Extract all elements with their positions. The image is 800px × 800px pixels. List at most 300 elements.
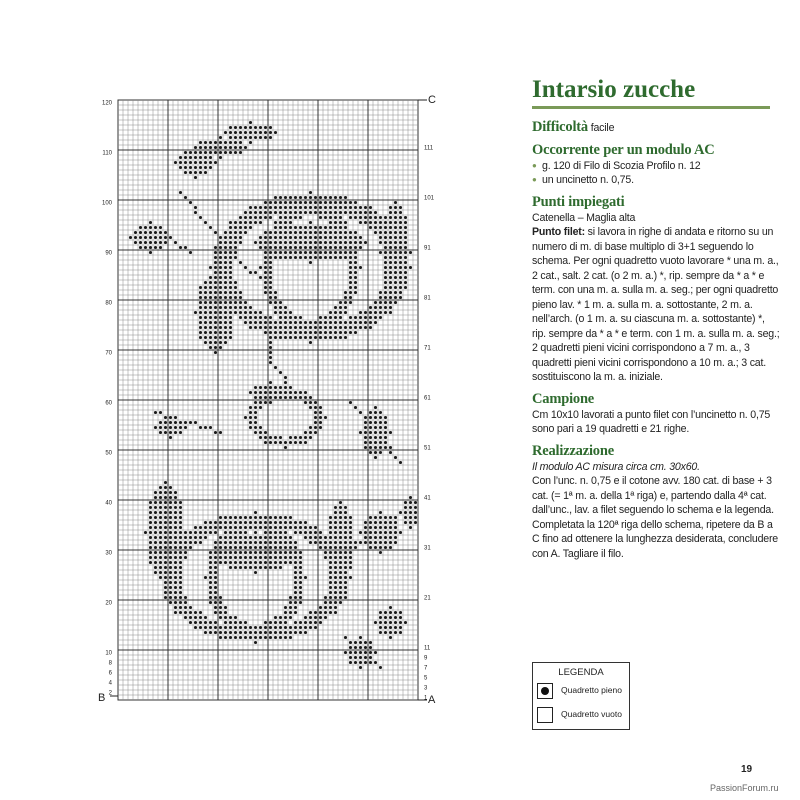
- filled-square-dot: [234, 256, 237, 259]
- filled-square-dot: [294, 571, 297, 574]
- filled-square-dot: [369, 656, 372, 659]
- filled-square-dot: [294, 246, 297, 249]
- filled-square-dot: [254, 136, 257, 139]
- filled-square-dot: [334, 596, 337, 599]
- filled-square-dot: [194, 146, 197, 149]
- filled-square-dot: [279, 326, 282, 329]
- filled-square-dot: [274, 336, 277, 339]
- row-label-left: 110: [102, 150, 112, 157]
- filled-square-dot: [319, 531, 322, 534]
- filled-square-dot: [304, 331, 307, 334]
- row-label-left: 8: [108, 660, 112, 667]
- filled-square-dot: [399, 271, 402, 274]
- filled-square-dot: [139, 246, 142, 249]
- filled-square-dot: [334, 556, 337, 559]
- filled-square-dot: [279, 216, 282, 219]
- filled-square-dot: [204, 341, 207, 344]
- filled-square-dot: [299, 586, 302, 589]
- filled-square-dot: [369, 516, 372, 519]
- filled-square-dot: [164, 561, 167, 564]
- filled-square-dot: [364, 646, 367, 649]
- filled-square-dot: [384, 621, 387, 624]
- filled-square-dot: [199, 146, 202, 149]
- filled-square-dot: [234, 541, 237, 544]
- filled-square-dot: [339, 241, 342, 244]
- filled-square-dot: [344, 556, 347, 559]
- filled-square-dot: [224, 336, 227, 339]
- filled-square-dot: [149, 556, 152, 559]
- filled-square-dot: [399, 236, 402, 239]
- filled-square-dot: [369, 316, 372, 319]
- filled-square-dot: [304, 396, 307, 399]
- filled-square-dot: [319, 256, 322, 259]
- filled-square-dot: [189, 251, 192, 254]
- filled-square-dot: [209, 601, 212, 604]
- filled-square-dot: [354, 241, 357, 244]
- filled-square-dot: [314, 536, 317, 539]
- row-label-left: 10: [105, 650, 112, 657]
- filled-square-dot: [219, 346, 222, 349]
- filled-square-dot: [294, 201, 297, 204]
- filled-square-dot: [164, 556, 167, 559]
- filled-square-dot: [269, 361, 272, 364]
- filled-square-dot: [244, 301, 247, 304]
- filled-square-dot: [314, 206, 317, 209]
- filled-square-dot: [199, 316, 202, 319]
- filled-square-dot: [259, 206, 262, 209]
- filled-square-dot: [199, 151, 202, 154]
- filled-square-dot: [379, 301, 382, 304]
- filled-square-dot: [174, 586, 177, 589]
- filled-square-dot: [284, 546, 287, 549]
- filled-square-dot: [374, 306, 377, 309]
- filled-square-dot: [334, 256, 337, 259]
- filled-square-dot: [179, 591, 182, 594]
- filled-square-dot: [299, 251, 302, 254]
- filled-square-dot: [209, 156, 212, 159]
- filled-square-dot: [329, 586, 332, 589]
- filled-square-dot: [219, 626, 222, 629]
- filled-square-dot: [219, 301, 222, 304]
- filled-square-dot: [264, 126, 267, 129]
- filled-square-dot: [239, 536, 242, 539]
- filled-square-dot: [194, 626, 197, 629]
- filled-square-dot: [159, 561, 162, 564]
- filled-square-dot: [374, 621, 377, 624]
- filled-square-dot: [239, 261, 242, 264]
- filled-square-dot: [344, 246, 347, 249]
- filled-square-dot: [269, 256, 272, 259]
- filled-square-dot: [159, 506, 162, 509]
- filled-square-dot: [299, 196, 302, 199]
- filled-square-dot: [199, 611, 202, 614]
- filled-square-dot: [234, 626, 237, 629]
- filled-square-dot: [224, 536, 227, 539]
- filled-square-dot: [294, 591, 297, 594]
- filled-square-dot: [299, 531, 302, 534]
- filled-square-dot: [384, 281, 387, 284]
- filled-square-dot: [249, 206, 252, 209]
- filled-square-dot: [344, 521, 347, 524]
- filled-square-dot: [204, 316, 207, 319]
- filled-square-dot: [269, 301, 272, 304]
- filled-square-dot: [219, 561, 222, 564]
- filled-square-dot: [234, 136, 237, 139]
- filled-square-dot: [214, 276, 217, 279]
- filled-square-dot: [249, 516, 252, 519]
- filled-square-dot: [224, 306, 227, 309]
- watermark: PassionForum.ru: [710, 783, 779, 793]
- filled-square-dot: [389, 526, 392, 529]
- corner-label-c: C: [428, 94, 436, 106]
- filled-square-dot: [369, 651, 372, 654]
- filled-square-dot: [324, 231, 327, 234]
- filled-square-dot: [234, 621, 237, 624]
- filled-square-dot: [159, 421, 162, 424]
- filled-square-dot: [324, 606, 327, 609]
- filled-square-dot: [349, 551, 352, 554]
- filled-square-dot: [284, 231, 287, 234]
- filled-square-dot: [399, 286, 402, 289]
- filled-square-dot: [279, 336, 282, 339]
- filled-square-dot: [314, 401, 317, 404]
- filled-square-dot: [274, 326, 277, 329]
- filled-square-dot: [179, 556, 182, 559]
- filled-square-dot: [164, 531, 167, 534]
- filled-square-dot: [279, 436, 282, 439]
- filled-square-dot: [369, 436, 372, 439]
- filled-square-dot: [144, 236, 147, 239]
- filled-square-dot: [209, 331, 212, 334]
- filled-square-dot: [389, 516, 392, 519]
- filled-square-dot: [209, 581, 212, 584]
- filled-square-dot: [284, 446, 287, 449]
- filled-square-dot: [214, 571, 217, 574]
- filled-square-dot: [369, 451, 372, 454]
- filled-square-dot: [239, 306, 242, 309]
- filled-square-dot: [224, 276, 227, 279]
- filled-square-dot: [404, 221, 407, 224]
- filled-square-dot: [194, 616, 197, 619]
- filled-square-dot: [349, 291, 352, 294]
- filled-square-dot: [164, 236, 167, 239]
- filled-square-dot: [169, 576, 172, 579]
- filled-square-dot: [294, 626, 297, 629]
- filled-square-dot: [359, 636, 362, 639]
- filled-square-dot: [364, 531, 367, 534]
- filled-square-dot: [224, 541, 227, 544]
- filled-square-dot: [379, 436, 382, 439]
- filled-square-dot: [274, 631, 277, 634]
- filled-square-dot: [244, 311, 247, 314]
- materials-item: ● g. 120 di Filo di Scozia Profilo n. 12: [532, 159, 780, 174]
- filled-square-dot: [219, 331, 222, 334]
- filled-square-dot: [289, 521, 292, 524]
- filled-square-dot: [379, 431, 382, 434]
- filled-square-dot: [244, 231, 247, 234]
- filled-square-dot: [344, 571, 347, 574]
- filled-square-dot: [314, 431, 317, 434]
- filled-square-dot: [384, 286, 387, 289]
- sample-text: Cm 10x10 lavorati a punto filet con l’uncinetto n. 0,75 sono pari a 19 quadretti e 21 righe.: [532, 408, 771, 435]
- row-label-left: 40: [105, 500, 112, 507]
- filled-square-dot: [314, 321, 317, 324]
- filled-square-dot: [314, 531, 317, 534]
- filled-square-dot: [149, 521, 152, 524]
- filled-square-dot: [229, 636, 232, 639]
- filled-square-dot: [249, 626, 252, 629]
- filled-square-dot: [214, 316, 217, 319]
- filled-square-dot: [244, 626, 247, 629]
- filled-square-dot: [239, 631, 242, 634]
- filled-square-dot: [209, 521, 212, 524]
- filled-square-dot: [294, 581, 297, 584]
- filled-square-dot: [259, 561, 262, 564]
- filled-square-dot: [284, 211, 287, 214]
- filled-square-dot: [319, 316, 322, 319]
- filled-square-dot: [159, 571, 162, 574]
- filled-square-dot: [354, 261, 357, 264]
- filled-square-dot: [389, 616, 392, 619]
- filled-square-dot: [264, 136, 267, 139]
- filled-square-dot: [399, 611, 402, 614]
- filled-square-dot: [219, 261, 222, 264]
- filled-square-dot: [324, 321, 327, 324]
- filled-square-dot: [394, 266, 397, 269]
- row-label-left: 90: [105, 250, 112, 257]
- filled-square-dot: [244, 551, 247, 554]
- filled-square-dot: [399, 621, 402, 624]
- filled-square-dot: [154, 571, 157, 574]
- filled-square-dot: [229, 306, 232, 309]
- row-label-left: 70: [105, 350, 112, 357]
- filled-square-dot: [394, 201, 397, 204]
- filled-square-dot: [239, 561, 242, 564]
- filled-square-dot: [224, 326, 227, 329]
- filled-square-dot: [284, 526, 287, 529]
- filled-square-dot: [269, 551, 272, 554]
- filled-square-dot: [344, 596, 347, 599]
- filled-square-dot: [229, 311, 232, 314]
- filled-square-dot: [164, 576, 167, 579]
- filled-square-dot: [304, 631, 307, 634]
- filled-square-dot: [164, 536, 167, 539]
- filled-square-dot: [354, 281, 357, 284]
- filled-square-dot: [214, 311, 217, 314]
- filled-square-dot: [304, 246, 307, 249]
- filled-square-dot: [169, 596, 172, 599]
- filled-square-dot: [219, 636, 222, 639]
- filled-square-dot: [184, 161, 187, 164]
- filled-square-dot: [239, 296, 242, 299]
- filled-square-dot: [354, 406, 357, 409]
- filled-square-dot: [254, 531, 257, 534]
- filled-square-dot: [289, 546, 292, 549]
- filled-square-dot: [344, 336, 347, 339]
- filled-square-icon: [537, 683, 553, 699]
- filled-square-dot: [179, 511, 182, 514]
- filled-square-dot: [339, 201, 342, 204]
- filled-square-dot: [254, 211, 257, 214]
- filled-square-dot: [139, 241, 142, 244]
- filled-square-dot: [234, 251, 237, 254]
- stitches-line: Catenella – Maglia alta: [532, 211, 636, 224]
- filled-square-dot: [399, 461, 402, 464]
- filled-square-dot: [304, 236, 307, 239]
- filled-square-dot: [404, 271, 407, 274]
- filled-square-dot: [229, 291, 232, 294]
- filled-square-dot: [274, 321, 277, 324]
- filled-square-dot: [334, 561, 337, 564]
- filled-square-dot: [244, 621, 247, 624]
- filled-square-dot: [289, 616, 292, 619]
- filled-square-dot: [259, 211, 262, 214]
- filled-square-dot: [309, 341, 312, 344]
- filled-square-dot: [254, 401, 257, 404]
- filled-square-dot: [294, 551, 297, 554]
- filled-square-dot: [204, 166, 207, 169]
- filled-square-dot: [334, 306, 337, 309]
- filled-square-dot: [349, 401, 352, 404]
- filled-square-dot: [169, 421, 172, 424]
- filled-square-dot: [394, 226, 397, 229]
- filled-square-dot: [194, 541, 197, 544]
- filled-square-dot: [214, 521, 217, 524]
- filled-square-dot: [399, 211, 402, 214]
- filled-square-dot: [179, 526, 182, 529]
- making-heading: Realizzazione: [532, 442, 614, 459]
- filled-square-dot: [269, 391, 272, 394]
- filled-square-dot: [244, 556, 247, 559]
- filled-square-dot: [219, 596, 222, 599]
- filled-square-dot: [319, 421, 322, 424]
- filled-square-dot: [329, 211, 332, 214]
- filled-square-dot: [319, 241, 322, 244]
- filled-square-dot: [264, 206, 267, 209]
- filled-square-dot: [229, 561, 232, 564]
- filled-square-dot: [399, 281, 402, 284]
- filled-square-dot: [204, 526, 207, 529]
- filled-square-dot: [274, 296, 277, 299]
- filled-square-dot: [239, 521, 242, 524]
- filled-square-dot: [399, 631, 402, 634]
- filled-square-dot: [189, 161, 192, 164]
- filled-square-dot: [169, 601, 172, 604]
- filled-square-dot: [214, 621, 217, 624]
- filled-square-dot: [389, 296, 392, 299]
- filled-square-dot: [194, 611, 197, 614]
- filled-square-dot: [369, 661, 372, 664]
- filled-square-dot: [379, 226, 382, 229]
- filled-square-dot: [229, 536, 232, 539]
- filled-square-dot: [394, 616, 397, 619]
- filled-square-dot: [239, 556, 242, 559]
- filled-square-dot: [229, 126, 232, 129]
- filled-square-dot: [204, 171, 207, 174]
- filled-square-dot: [239, 311, 242, 314]
- row-label-right: 51: [424, 445, 431, 452]
- filled-square-dot: [204, 291, 207, 294]
- filled-square-dot: [289, 206, 292, 209]
- filled-square-dot: [179, 586, 182, 589]
- filled-square-dot: [364, 311, 367, 314]
- filled-square-dot: [199, 526, 202, 529]
- filled-square-dot: [404, 256, 407, 259]
- filled-square-dot: [354, 651, 357, 654]
- filled-square-dot: [384, 421, 387, 424]
- filled-square-dot: [219, 141, 222, 144]
- filled-square-dot: [244, 131, 247, 134]
- filled-square-dot: [279, 246, 282, 249]
- filled-square-dot: [339, 581, 342, 584]
- filled-square-dot: [249, 216, 252, 219]
- filled-square-dot: [219, 336, 222, 339]
- filled-square-dot: [194, 531, 197, 534]
- filled-square-dot: [274, 546, 277, 549]
- filled-square-dot: [309, 616, 312, 619]
- filled-square-dot: [224, 561, 227, 564]
- filled-square-dot: [299, 526, 302, 529]
- filled-square-dot: [299, 521, 302, 524]
- filled-square-dot: [259, 246, 262, 249]
- filled-square-dot: [264, 271, 267, 274]
- difficulty: [532, 120, 780, 136]
- filled-square-dot: [394, 611, 397, 614]
- filled-square-dot: [184, 426, 187, 429]
- filled-square-dot: [289, 606, 292, 609]
- filled-square-dot: [359, 661, 362, 664]
- row-label-right: 91: [424, 245, 431, 252]
- filled-square-dot: [214, 586, 217, 589]
- filled-square-dot: [389, 431, 392, 434]
- filled-square-dot: [249, 411, 252, 414]
- filled-square-dot: [349, 236, 352, 239]
- filled-square-dot: [234, 546, 237, 549]
- filled-square-dot: [344, 301, 347, 304]
- filled-square-dot: [194, 166, 197, 169]
- filled-square-dot: [154, 496, 157, 499]
- filled-square-dot: [389, 251, 392, 254]
- filled-square-dot: [309, 261, 312, 264]
- filled-square-dot: [334, 601, 337, 604]
- filled-square-dot: [244, 526, 247, 529]
- filled-square-dot: [254, 566, 257, 569]
- filled-square-dot: [404, 501, 407, 504]
- filled-square-dot: [199, 301, 202, 304]
- filled-square-dot: [149, 236, 152, 239]
- filled-square-dot: [334, 546, 337, 549]
- filled-square-dot: [159, 231, 162, 234]
- filled-square-dot: [364, 541, 367, 544]
- filled-square-dot: [354, 236, 357, 239]
- filled-square-dot: [334, 591, 337, 594]
- filled-square-dot: [154, 551, 157, 554]
- filet-chart: [92, 92, 452, 712]
- filled-square-dot: [304, 336, 307, 339]
- filled-square-dot: [279, 521, 282, 524]
- filled-square-dot: [364, 441, 367, 444]
- filled-square-dot: [319, 606, 322, 609]
- filled-square-dot: [149, 506, 152, 509]
- filled-square-dot: [179, 581, 182, 584]
- filled-square-dot: [154, 566, 157, 569]
- filled-square-dot: [319, 211, 322, 214]
- filled-square-dot: [184, 616, 187, 619]
- filled-square-dot: [339, 541, 342, 544]
- filled-square-dot: [164, 591, 167, 594]
- filled-square-dot: [169, 501, 172, 504]
- filled-square-dot: [169, 591, 172, 594]
